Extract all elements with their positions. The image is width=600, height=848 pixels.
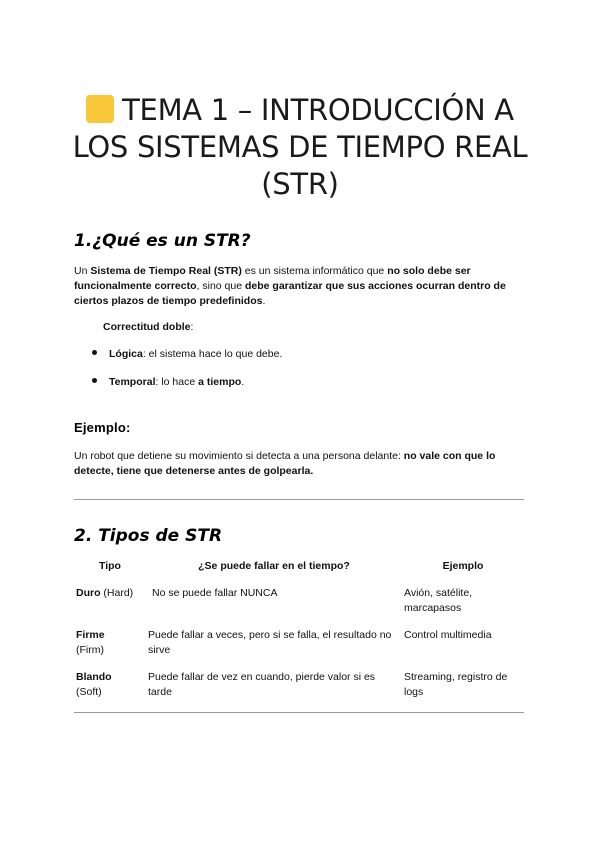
yellow-square-icon	[86, 95, 114, 123]
example-bold: no vale con que lo detecte, tiene que detenerse antes de golpearla.	[74, 450, 496, 477]
type-rest: (Soft)	[76, 686, 102, 698]
intro-bold-2: no solo debe ser funcionalmente correcto	[74, 265, 471, 292]
table-row	[74, 624, 524, 666]
bullet-text: : lo hace	[155, 376, 199, 388]
table-cell-example: Avión, satélite, marcapasos	[404, 587, 473, 614]
section2-heading: 2. Tipos de STR	[74, 526, 223, 546]
bullet-item-logica	[92, 347, 282, 362]
table-cell-example: Control multimedia	[404, 629, 492, 641]
type-rest: (Hard)	[100, 587, 134, 599]
example-text: Un robot que detiene su movimiento si detecta a una persona delante:	[74, 450, 404, 462]
example-heading: Ejemplo:	[74, 420, 131, 435]
bullet-item-temporal	[92, 375, 244, 390]
type-bold: Duro	[76, 587, 101, 599]
table-header-cell: ¿Se puede fallar en el tiempo?	[198, 560, 350, 572]
intro-text-3: , sino que	[196, 280, 245, 292]
table-header-cell: Tipo	[99, 560, 121, 572]
table-header-cell: Ejemplo	[442, 560, 484, 572]
correctitud-suffix: :	[190, 321, 194, 333]
correctitud-label: Correctitud doble	[103, 321, 191, 333]
bullet-bold: Lógica	[109, 348, 143, 360]
correctitud-line	[103, 320, 193, 335]
example-paragraph	[74, 449, 534, 479]
bullet-end: .	[241, 376, 245, 388]
intro-bold-3: debe garantizar que sus acciones ocurran dentro de ciertos plazos de tiempo predefinidos	[74, 280, 506, 307]
table-header-row	[74, 556, 524, 582]
page-title-text: TEMA 1 – INTRODUCCIÓN A LOS SISTEMAS DE TIEMPO REAL (STR)	[72, 93, 528, 201]
page-title	[60, 92, 540, 203]
section1-heading: 1.¿Qué es un STR?	[74, 231, 251, 251]
intro-bold-1: Sistema de Tiempo Real (STR)	[90, 265, 242, 277]
bullet-dot-icon	[92, 350, 97, 355]
divider	[74, 499, 524, 500]
table-cell-example: Streaming, registro de logs	[404, 671, 508, 698]
type-bold: Blando	[76, 671, 112, 683]
divider	[74, 712, 524, 713]
bullet-bold-2: a tiempo	[198, 376, 242, 388]
table-cell-type	[74, 582, 146, 624]
str-types-table	[74, 556, 524, 708]
bullet-bold: Temporal	[109, 376, 156, 388]
bullet-text: : el sistema hace lo que debe.	[142, 348, 283, 360]
table-cell-fail: Puede fallar a veces, pero si se falla, el resultado no sirve	[148, 629, 392, 656]
intro-text-4: .	[262, 295, 266, 307]
table-row	[74, 666, 524, 708]
bullet-dot-icon	[92, 378, 97, 383]
table-cell-type	[74, 666, 146, 708]
table-cell-fail: No se puede fallar NUNCA	[152, 587, 278, 599]
table-cell-fail: Puede fallar de vez en cuando, pierde valor si es tarde	[148, 671, 376, 698]
type-bold: Firme	[76, 629, 105, 641]
table-cell-type	[74, 624, 146, 666]
section1-intro-paragraph	[74, 264, 534, 309]
type-rest: (Firm)	[76, 644, 104, 656]
intro-text-1: Un	[74, 265, 91, 277]
intro-text-2: es un sistema informático que	[241, 265, 388, 277]
table-row	[74, 582, 524, 624]
